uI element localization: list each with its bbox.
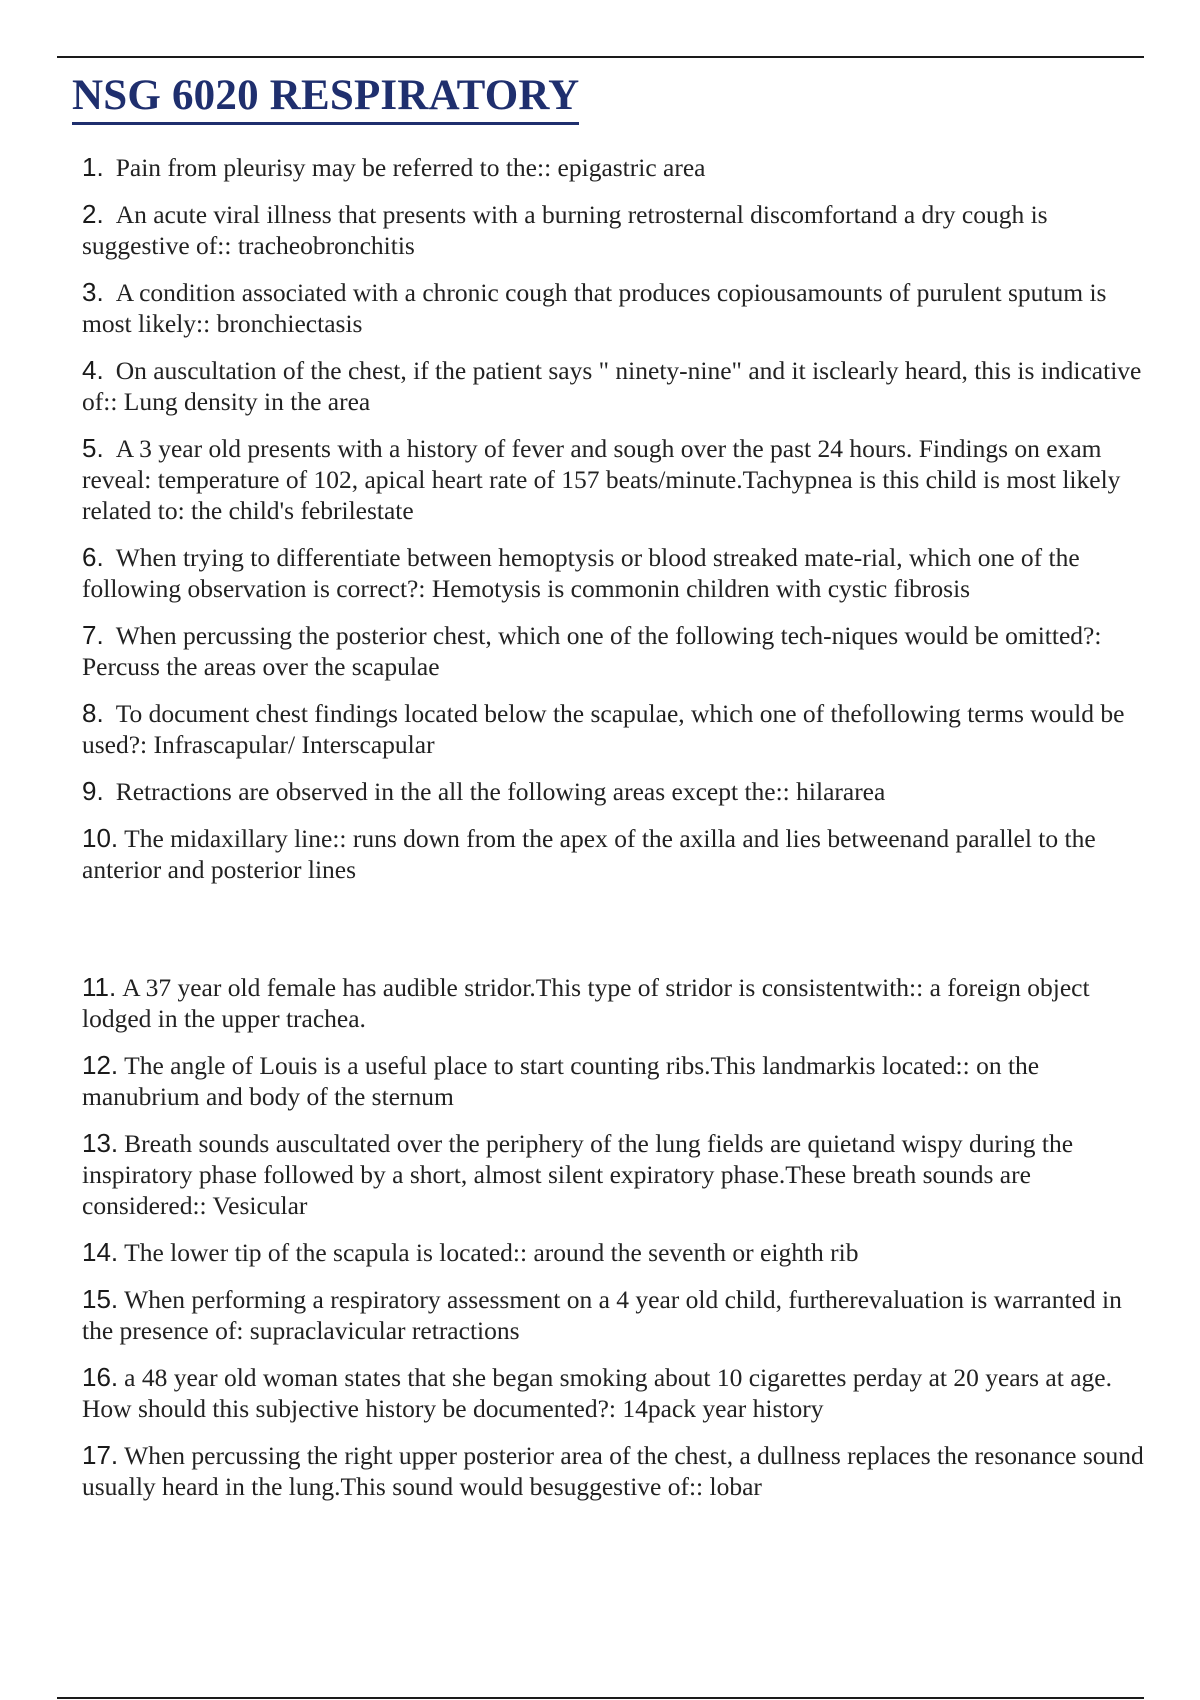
question-number: 11. [82, 972, 117, 1002]
question-text: When percussing the posterior chest, which one of the following tech-niques would be omitted?: Percuss the areas over the scapulae [82, 621, 1102, 681]
question-text: An acute viral illness that presents with a burning retrosternal discomfortand a dry cough is suggestive of:: tracheobronchitis [82, 200, 1048, 260]
question-number: 14. [82, 1237, 119, 1267]
question-number: 2. [82, 199, 104, 229]
question-number: 3. [82, 277, 104, 307]
question-number: 13. [82, 1128, 119, 1158]
question-text: Retractions are observed in the all the following areas except the:: hilararea [115, 777, 886, 806]
question-text: A 37 year old female has audible stridor.This type of stridor is consistentwith:: a foreign object lodged in the upper trachea. [82, 973, 1090, 1033]
question-text: When percussing the right upper posterior area of the chest, a dullness replaces the resonance sound usually heard in the lung.This sound would besuggestive of:: lobar [82, 1441, 1144, 1501]
question-list-part-2 [82, 972, 1152, 1518]
question-text: Breath sounds auscultated over the periphery of the lung fields are quietand wispy during the inspiratory phase followed by a short, almost silent expiratory phase.These breath sounds are considered:: Vesicular [82, 1129, 1074, 1220]
question-item-11 [82, 972, 1152, 1034]
question-item-10 [82, 823, 1152, 885]
question-number: 6. [82, 542, 104, 572]
question-number: 1. [82, 152, 104, 182]
page-title: NSG 6020 RESPIRATORY [72, 70, 579, 125]
question-item-5 [82, 433, 1152, 526]
question-number: 10. [82, 823, 119, 853]
question-text: a 48 year old woman states that she began smoking about 10 cigarettes perday at 20 years at age. How should this subjective history be documented?: 14pack year history [82, 1363, 1112, 1423]
question-item-12 [82, 1050, 1152, 1112]
question-number: 4. [82, 355, 104, 385]
question-item-2 [82, 199, 1152, 261]
question-text: The lower tip of the scapula is located:: around the seventh or eighth rib [124, 1238, 859, 1267]
question-text: When trying to differentiate between hemoptysis or blood streaked mate-rial, which one of the following observation is correct?: Hemotysis is commonin children with cystic fibrosis [82, 543, 1080, 603]
question-item-6 [82, 542, 1152, 604]
question-item-8 [82, 698, 1152, 760]
question-item-1 [82, 152, 1152, 183]
question-number: 15. [82, 1284, 119, 1314]
question-number: 8. [82, 698, 104, 728]
question-number: 5. [82, 433, 104, 463]
question-number: 9. [82, 776, 104, 806]
top-divider [57, 56, 1144, 58]
question-item-7 [82, 620, 1152, 682]
question-item-13 [82, 1128, 1152, 1221]
question-item-17 [82, 1440, 1152, 1502]
question-item-14 [82, 1237, 1152, 1268]
question-item-9 [82, 776, 1152, 807]
question-item-16 [82, 1362, 1152, 1424]
question-item-3 [82, 277, 1152, 339]
question-number: 7. [82, 620, 104, 650]
question-item-4 [82, 355, 1152, 417]
question-text: The angle of Louis is a useful place to start counting ribs.This landmarkis located:: on the manubrium and body of the sternum [82, 1051, 1040, 1111]
question-number: 17. [82, 1440, 119, 1470]
question-text: A 3 year old presents with a history of fever and sough over the past 24 hours. Findings on exam reveal: temperature of 102, apical heart rate of 157 beats/minute.Tachypnea is this child is most likely related to: the child's febrilestate [82, 434, 1121, 525]
question-text: A condition associated with a chronic cough that produces copiousamounts of purulent sputum is most likely:: bronchiectasis [82, 278, 1107, 338]
bottom-divider [57, 1697, 1144, 1699]
question-text: To document chest findings located below the scapulae, which one of thefollowing terms would be used?: Infrascapular/ Interscapular [82, 699, 1125, 759]
question-text: Pain from pleurisy may be referred to the:: epigastric area [115, 153, 706, 182]
question-text: When performing a respiratory assessment on a 4 year old child, furtherevaluation is warranted in the presence of: supraclavicular retractions [82, 1285, 1122, 1345]
question-text: On auscultation of the chest, if the patient says " ninety-nine" and it isclearly heard, this is indicative of:: Lung density in the area [82, 356, 1142, 416]
question-item-15 [82, 1284, 1152, 1346]
question-list-part-1 [82, 152, 1152, 901]
question-number: 16. [82, 1362, 119, 1392]
question-number: 12. [82, 1050, 119, 1080]
question-text: The midaxillary line:: runs down from the apex of the axilla and lies betweenand parallel to the anterior and posterior lines [82, 824, 1096, 884]
